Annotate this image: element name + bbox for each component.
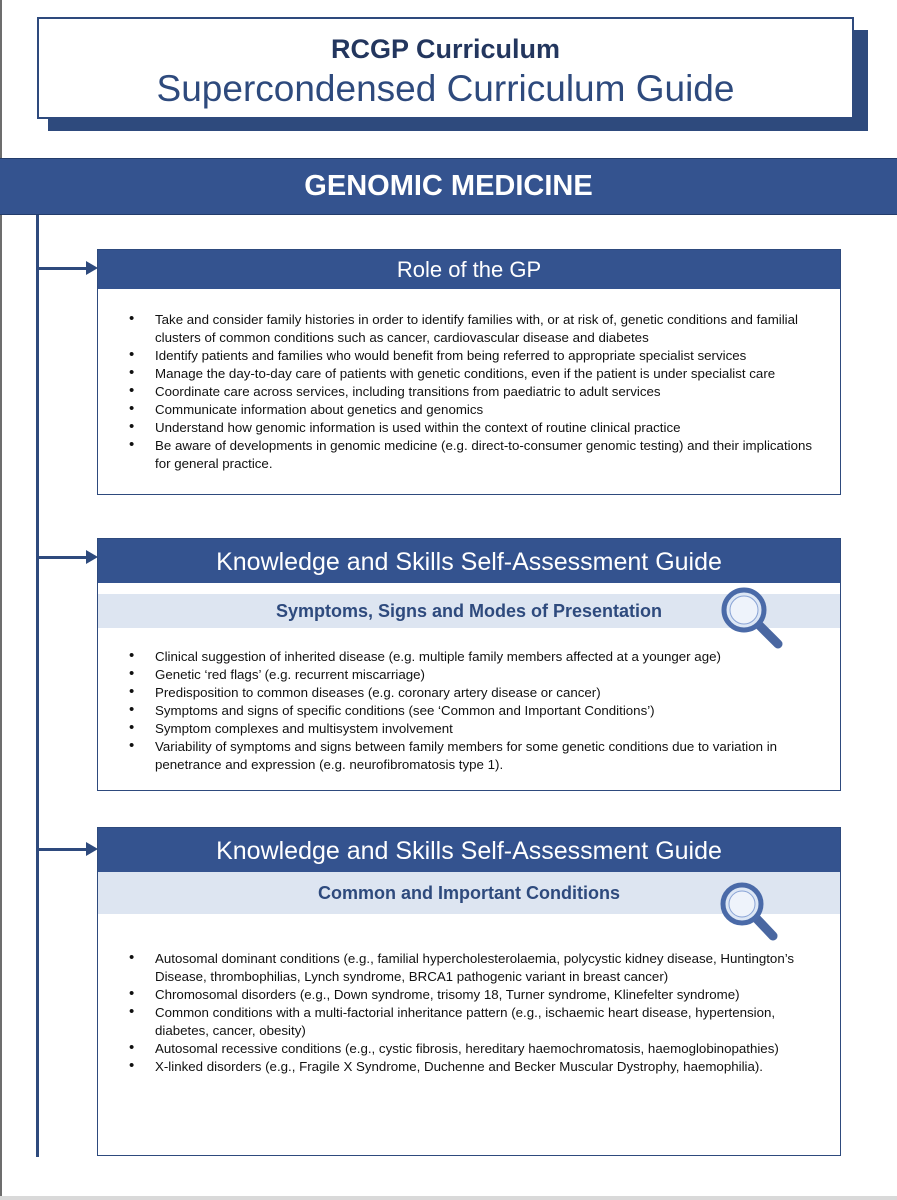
list-item: • Be aware of developments in genomic medicine (e.g. direct-to-consumer genomic testing) and their implications for general practice. (98, 437, 840, 473)
topic-banner: GENOMIC MEDICINE (0, 158, 897, 215)
list-item: • Chromosomal disorders (e.g., Down syndrome, trisomy 18, Turner syndrome, Klinefelter syndrome) (98, 986, 840, 1004)
conditions-panel (97, 827, 841, 1156)
list-item: • Predisposition to common diseases (e.g. coronary artery disease or cancer) (98, 684, 840, 702)
role-of-gp-heading: Role of the GP (98, 250, 840, 289)
symptoms-list (98, 648, 840, 774)
list-item: • Understand how genomic information is used within the context of routine clinical practice (98, 419, 840, 437)
role-of-gp-panel (97, 249, 841, 495)
self-assessment-heading: Knowledge and Skills Self-Assessment Guide (98, 828, 840, 872)
timeline-arrow (38, 267, 86, 270)
symptoms-subheading: Symptoms, Signs and Modes of Presentation (98, 594, 840, 628)
timeline-line (36, 215, 39, 1157)
title-guide: Supercondensed Curriculum Guide (156, 68, 735, 109)
conditions-subheading: Common and Important Conditions (98, 872, 840, 914)
magnifying-glass-icon (716, 880, 782, 946)
list-item: • Autosomal dominant conditions (e.g., familial hypercholesterolaemia, polycystic kidney disease, Huntington’s Disease, thrombophilias, Lynch syndrome, BRCA1 pathogenic variant in breast cancer) (98, 950, 840, 986)
list-item: • Communicate information about genetics and genomics (98, 401, 840, 419)
role-list (98, 311, 840, 473)
title-curriculum: RCGP Curriculum (330, 34, 561, 64)
list-item: • Autosomal recessive conditions (e.g., cystic fibrosis, hereditary haemochromatosis, haemoglobinopathies) (98, 1040, 840, 1058)
list-item: • X-linked disorders (e.g., Fragile X Syndrome, Duchenne and Becker Muscular Dystrophy, haemophilia). (98, 1058, 840, 1076)
list-item: • Symptoms and signs of specific conditions (see ‘Common and Important Conditions’) (98, 702, 840, 720)
page-edge (0, 1196, 897, 1200)
list-item: • Identify patients and families who would benefit from being referred to appropriate specialist services (98, 347, 840, 365)
list-item: • Take and consider family histories in order to identify families with, or at risk of, genetic conditions and familial clusters of common conditions such as cancer, cardiovascular disease and diabetes (98, 311, 840, 347)
conditions-list (98, 950, 840, 1076)
self-assessment-heading: Knowledge and Skills Self-Assessment Guide (98, 539, 840, 583)
list-item: • Genetic ‘red flags’ (e.g. recurrent miscarriage) (98, 666, 840, 684)
list-item: • Manage the day-to-day care of patients with genetic conditions, even if the patient is under specialist care (98, 365, 840, 383)
list-item: • Symptom complexes and multisystem involvement (98, 720, 840, 738)
magnifying-glass-icon (716, 586, 786, 652)
list-item: • Common conditions with a multi-factorial inheritance pattern (e.g., ischaemic heart disease, hypertension, diabetes, cancer, obesity) (98, 1004, 840, 1040)
timeline-arrow (38, 556, 86, 559)
timeline-arrow (38, 848, 86, 851)
list-item: • Coordinate care across services, including transitions from paediatric to adult services (98, 383, 840, 401)
list-item: • Clinical suggestion of inherited disease (e.g. multiple family members affected at a younger age) (98, 648, 840, 666)
title-card (37, 17, 854, 119)
symptoms-panel (97, 538, 841, 791)
list-item: • Variability of symptoms and signs between family members for some genetic conditions due to variation in penetrance and expression (e.g. neurofibromatosis type 1). (98, 738, 840, 774)
